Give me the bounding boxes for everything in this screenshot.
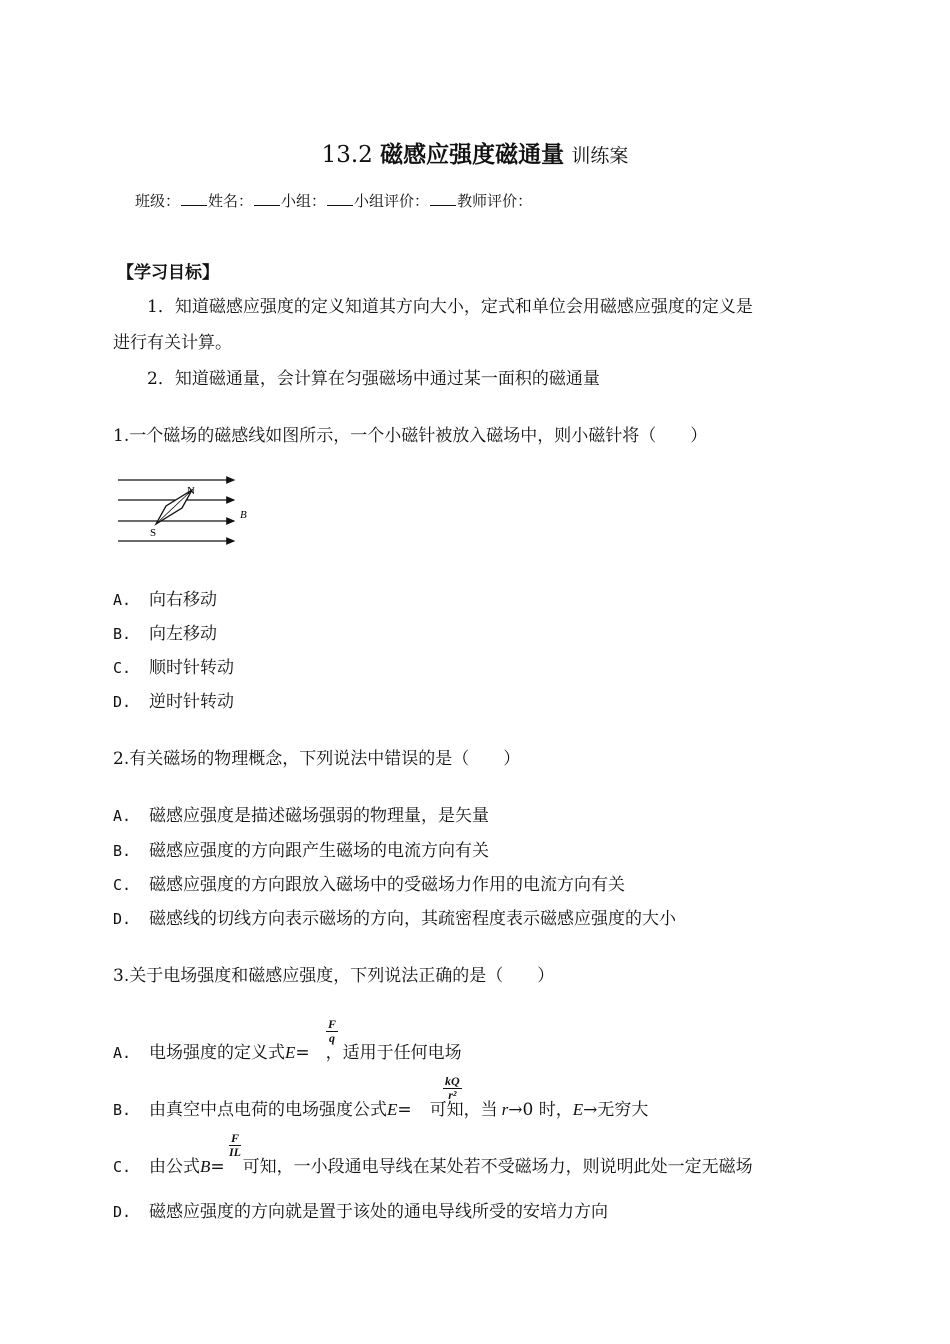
q2-option-b[interactable]: B. 磁感应强度的方向跟产生磁场的电流方向有关	[113, 841, 489, 861]
q1-stem: 1.一个磁场的磁感线如图所示，一个小磁针被放入磁场中，则小磁针将（ ）	[113, 426, 708, 446]
q2-option-a[interactable]: A. 磁感应强度是描述磁场强弱的物理量，是矢量	[113, 806, 489, 826]
q3-option-d[interactable]: D. 磁感应强度的方向就是置于该处的通电导线所受的安培力方向	[113, 1202, 608, 1222]
field-label: B	[240, 509, 247, 521]
q2-option-d[interactable]: D. 磁感线的切线方向表示磁场的方向，其疏密程度表示磁感应强度的大小	[113, 909, 676, 929]
objective-1-line-2: 进行有关计算。	[113, 333, 232, 353]
q1-option-a[interactable]: A. 向右移动	[113, 590, 217, 610]
group-eval-blank[interactable]	[430, 193, 456, 206]
q3-c-fraction: $\frac{F}{IL}$	[229, 1131, 241, 1159]
q3-b-fraction: $\frac{kQ}{\text{r²}}$	[445, 1074, 460, 1102]
objective-2: 2．知道磁通量，会计算在匀强磁场中通过某一面积的磁通量	[147, 369, 600, 389]
class-blank[interactable]	[181, 193, 207, 206]
q3-stem: 3.关于电场强度和磁感应强度，下列说法正确的是（ ）	[113, 966, 555, 986]
q3-option-c[interactable]: C. 由公式B= 可知，一小段通电导线在某处若不受磁场力，则说明此处一定无磁场	[113, 1157, 753, 1177]
q3-a-fraction: $\frac{F}{q}$	[328, 1017, 337, 1045]
q2-stem: 2.有关磁场的物理概念，下列说法中错误的是（ ）	[113, 749, 521, 769]
q2-option-c[interactable]: C. 磁感应强度的方向跟放入磁场中的受磁场力作用的电流方向有关	[113, 875, 625, 895]
q3-option-a[interactable]: A. 电场强度的定义式E= ，适用于任何电场	[113, 1043, 462, 1063]
title-main: 磁感应强度磁通量	[380, 141, 565, 168]
group-label: 小组：	[281, 192, 327, 210]
q3-option-b[interactable]: B. 由真空中点电荷的电场强度公式E= 可知，当 r→0 时，E→无穷大	[113, 1100, 649, 1120]
q1-option-c[interactable]: C. 顺时针转动	[113, 658, 234, 678]
objective-1-line-1: 1．知道磁感应强度的定义知道其方向大小，定式和单位会用磁感应强度的定义是	[147, 297, 753, 317]
name-label: 姓名：	[208, 192, 254, 210]
group-eval-label: 小组评价：	[354, 192, 430, 210]
title-number: 13.2	[321, 142, 373, 168]
q1-option-b[interactable]: B. 向左移动	[113, 624, 217, 644]
teacher-eval-label: 教师评价：	[457, 192, 533, 210]
q1-option-d[interactable]: D. 逆时针转动	[113, 692, 234, 712]
title-suffix: 训练案	[571, 145, 629, 167]
page-title	[0, 136, 950, 169]
group-blank[interactable]	[327, 193, 353, 206]
magnetic-field-figure	[112, 468, 262, 550]
student-info-line	[135, 190, 532, 211]
north-label: N	[187, 485, 195, 497]
objectives-heading: 【学习目标】	[117, 263, 219, 283]
south-label: S	[150, 527, 157, 539]
name-blank[interactable]	[254, 193, 280, 206]
class-label: 班级：	[135, 192, 181, 210]
